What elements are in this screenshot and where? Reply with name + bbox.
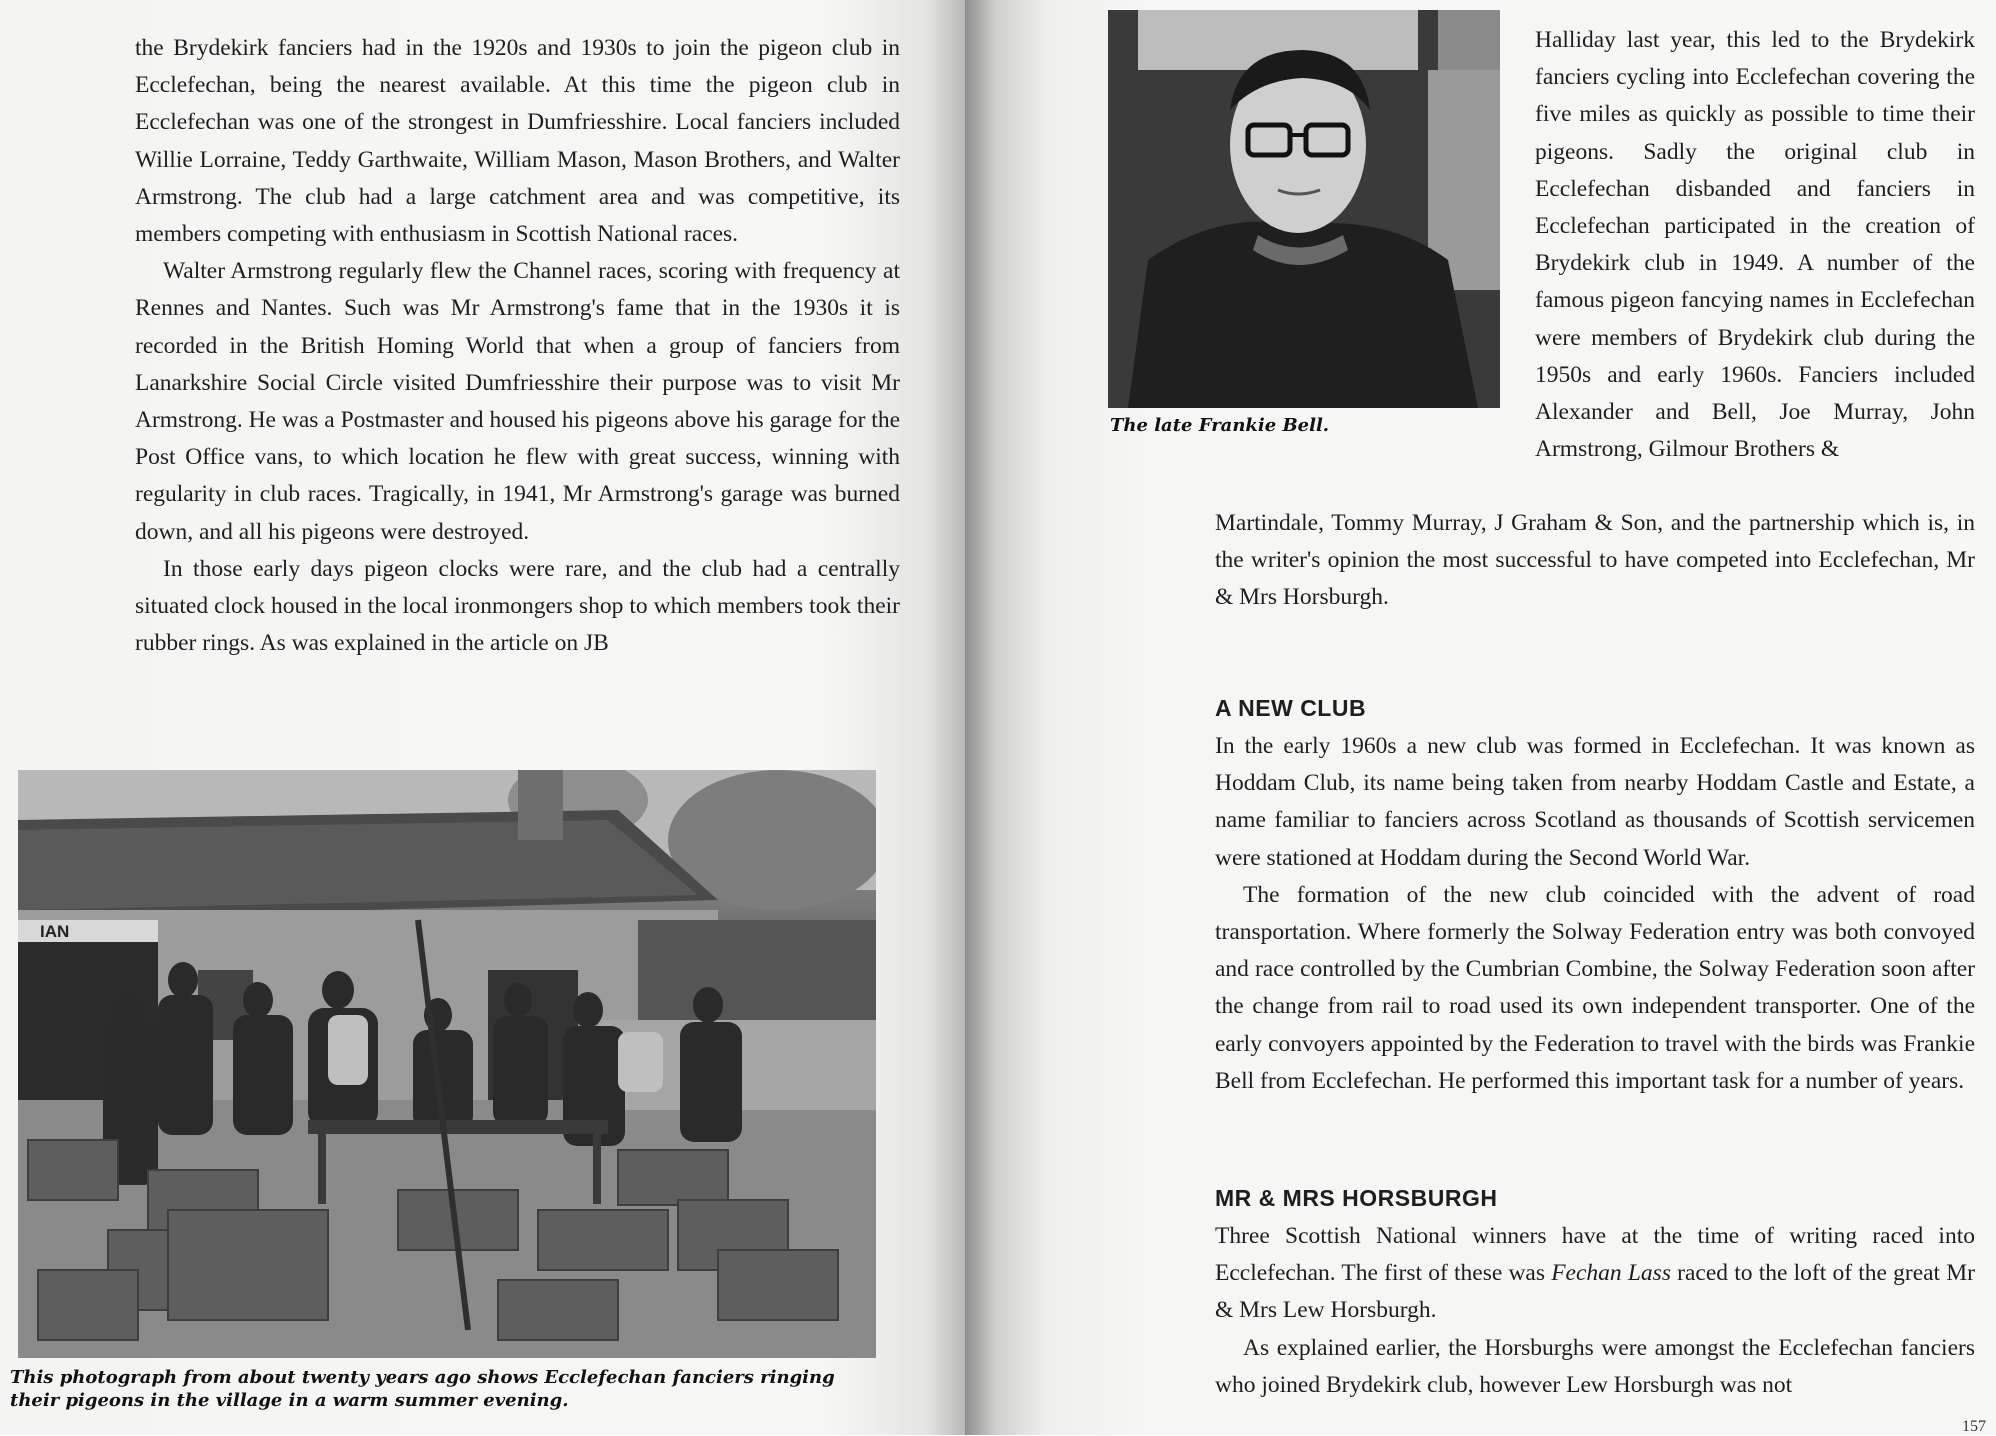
portrait-image bbox=[1108, 10, 1500, 408]
new-club-paragraph-2: The formation of the new club coincided with the advent of road transportation. Where formerly the Solway Federation entry was both convoyed and race controlled by the Cumbrian Combine, the Solway Federation soon after the change from rail to road used its own independent transporter. One of the early convoyers appointed by the Federation to travel with the birds was Frankie Bell from Ecclefechan. He performed this important task for a number of years. bbox=[1215, 881, 1975, 1094]
fanciers-photo bbox=[18, 770, 876, 1358]
section-heading-horsburgh: MR & MRS HORSBURGH bbox=[1215, 1185, 1498, 1211]
fanciers-photo-image bbox=[18, 770, 876, 1358]
section-new-club bbox=[1215, 690, 1975, 1100]
left-paragraph-3: In those early days pigeon clocks were rare, and the club had a centrally situated clock housed in the local ironmongers shop to which members took their rubber rings. As was explained in the article on JB bbox=[135, 555, 900, 657]
right-wrap-text bbox=[1535, 22, 1975, 468]
horsburgh-paragraph-2: As explained earlier, the Horsburghs were amongst the Ecclefechan fanciers who joined Brydekirk club, however Lew Horsburgh was not bbox=[1215, 1334, 1975, 1398]
left-body-text bbox=[135, 30, 900, 662]
frankie-bell-photo bbox=[1108, 10, 1500, 408]
horsburgh-paragraph-1 bbox=[1215, 1218, 1975, 1330]
right-wrap-paragraph: Halliday last year, this led to the Brydekirk fanciers cycling into Ecclefechan covering the five miles as quickly as possible to time their pigeons. Sadly the original club in Ecclefechan disbanded and fanciers in Ecclefechan participated in the creation of Brydekirk club in 1949. A number of the famous pigeon fancying names in Ecclefechan were members of Brydekirk club during the 1950s and early 1960s. Fanciers included Alexander and Bell, Joe Murray, John Armstrong, Gilmour Brothers & bbox=[1535, 27, 1975, 463]
section-horsburgh bbox=[1215, 1180, 1975, 1404]
portrait-caption: The late Frankie Bell. bbox=[1110, 415, 1330, 436]
horsburgh-p1-after: raced to the loft of the great Mr & Mrs Lew Horsburgh. bbox=[1215, 1260, 1975, 1324]
left-paragraph-2: Walter Armstrong regularly flew the Channel races, scoring with frequency at Rennes and Nantes. Such was Mr Armstrong's fame that in the 1930s it is recorded in the British Homing World that when a group of fanciers from Lanarkshire Social Circle visited Dumfriesshire their purpose was to visit Mr Armstrong. He was a Postmaster and housed his pigeons above his garage for the Post Office vans, to which location he flew with great success, winning with regularity in club races. Tragically, in 1941, Mr Armstrong's garage was burned down, and all his pigeons were destroyed. bbox=[135, 258, 900, 545]
page-number: 157 bbox=[1962, 1418, 1986, 1435]
right-continuation-text bbox=[1215, 505, 1975, 617]
new-club-paragraph-1: In the early 1960s a new club was formed in Ecclefechan. It was known as Hoddam Club, its name being taken from nearby Hoddam Castle and Estate, a name familiar to fanciers across Scotland as thousands of Scottish servicemen were stationed at Hoddam during the Second World War. bbox=[1215, 733, 1975, 871]
horsburgh-p1-italic: Fechan Lass bbox=[1551, 1260, 1671, 1287]
shop-sign: IAN bbox=[40, 922, 70, 941]
right-full-paragraph: Martindale, Tommy Murray, J Graham & Son, and the partnership which is, in the writer's opinion the most successful to have competed into Ecclefechan, Mr & Mrs Horsburgh. bbox=[1215, 510, 1975, 611]
section-heading-new-club: A NEW CLUB bbox=[1215, 695, 1367, 721]
left-paragraph-1: the Brydekirk fanciers had in the 1920s and 1930s to join the pigeon club in Ecclefechan, being the nearest available. At this time the pigeon club in Ecclefechan was one of the strongest in Dumfriesshire. Local fanciers included Willie Lorraine, Teddy Garthwaite, William Mason, Mason Brothers, and Walter Armstrong. The club had a large catchment area and was competitive, its members competing with enthusiasm in Scottish National races. bbox=[135, 35, 900, 248]
fanciers-photo-caption: This photograph from about twenty years ago shows Ecclefechan fanciers ringing their pigeons in the village in a warm summer evening. bbox=[10, 1367, 835, 1411]
horsburgh-p1-before: Three Scottish National winners have at the time of writing raced into Ecclefechan. The first of these was bbox=[1215, 1223, 1975, 1287]
